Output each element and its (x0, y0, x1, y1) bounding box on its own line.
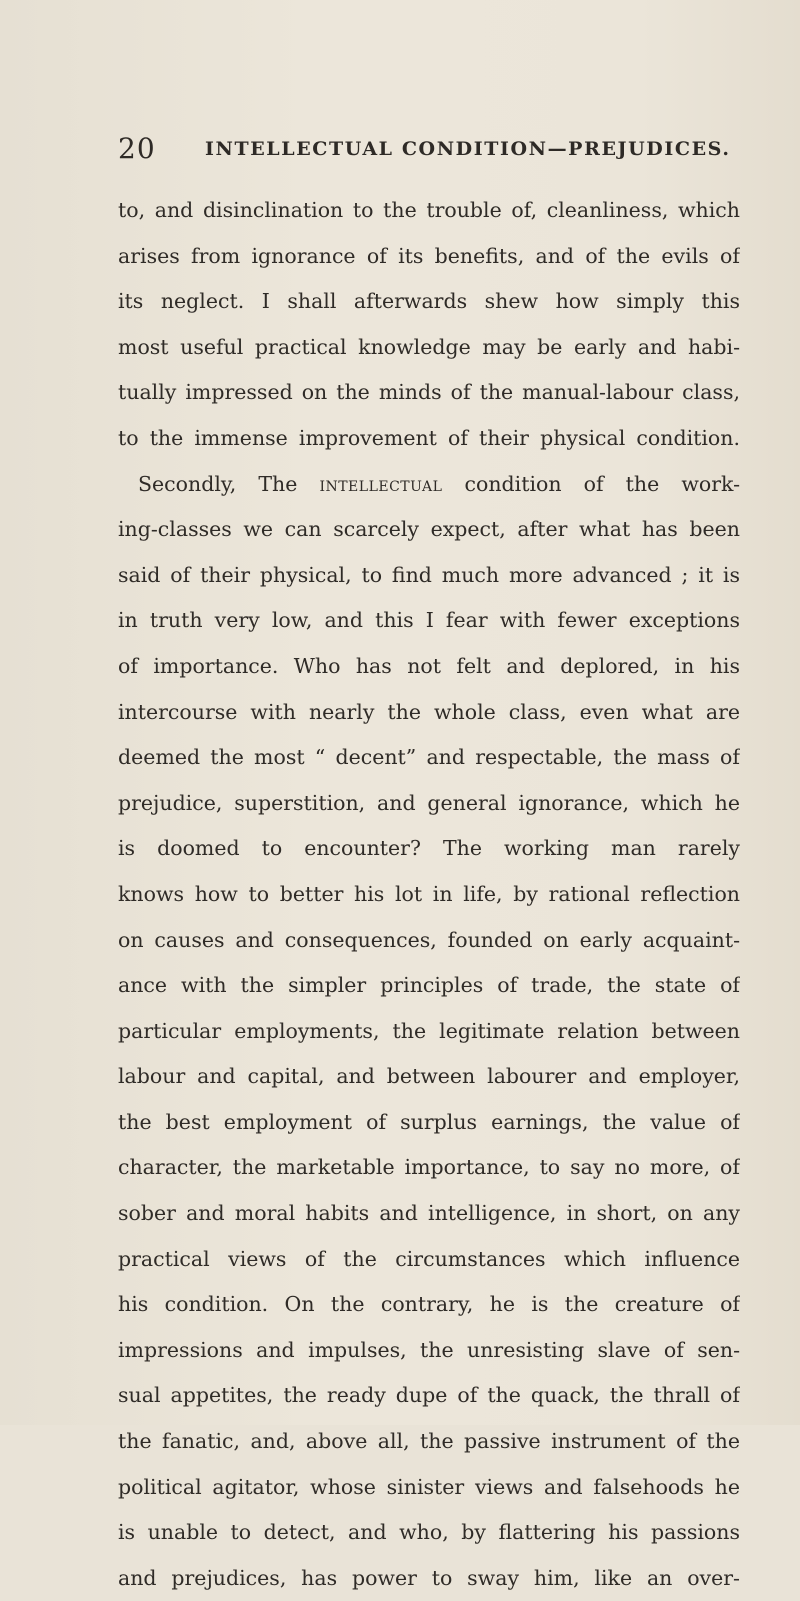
text-line: most useful practical knowledge may be early and habi- (118, 334, 740, 359)
text-line: ing-classes we can scarcely expect, after what has been (118, 517, 740, 542)
small-caps-term: intellectual (319, 471, 443, 496)
paragraph-start-line (118, 462, 740, 508)
text-line: ance with the simpler principles of trade, the state of (118, 973, 740, 998)
text-line: its neglect. I shall afterwards shew how simply this (118, 289, 740, 314)
text-line: character, the marketable importance, to say no more, of (118, 1155, 740, 1180)
text-line: tually impressed on the minds of the manual-labour class, (118, 380, 740, 405)
text-line: on causes and consequences, founded on early acquaint- (118, 927, 740, 952)
text-line: particular employments, the legitimate relation between (118, 1018, 740, 1043)
text-line: sual appetites, the ready dupe of the quack, the thrall of (118, 1383, 740, 1408)
text-line: and prejudices, has power to sway him, like an over- (118, 1565, 740, 1590)
text-line: deemed the most “ decent” and respectable, the mass of (118, 745, 740, 770)
body-text (118, 188, 740, 1601)
running-head: INTELLECTUAL CONDITION—PREJUDICES. (205, 138, 731, 160)
text-line: impressions and impulses, the unresisting slave of sen- (118, 1337, 740, 1362)
text-line: of importance. Who has not felt and deplored, in his (118, 653, 740, 678)
text-line: arises from ignorance of its benefits, and of the evils of (118, 243, 740, 268)
page-header (118, 132, 738, 176)
text-line: said of their physical, to find much more advanced ; it is (118, 562, 740, 587)
text-line: his condition. On the contrary, he is the creature of (118, 1292, 740, 1317)
text-line: is unable to detect, and who, by flattering his passions (118, 1520, 740, 1545)
text-line: political agitator, whose sinister views and falsehoods he (118, 1474, 740, 1499)
text-line: the fanatic, and, above all, the passive instrument of the (118, 1429, 740, 1454)
text-line: prejudice, superstition, and general ignorance, which he (118, 790, 740, 815)
text-line: in truth very low, and this I fear with fewer exceptions (118, 608, 740, 633)
text-line: knows how to better his lot in life, by rational reflection (118, 881, 740, 906)
text-segment: Secondly, The (138, 471, 320, 496)
text-line: to the immense improvement of their physical condition. (118, 425, 740, 450)
text-line: practical views of the circumstances which influence (118, 1246, 740, 1271)
text-line: the best employment of surplus earnings, the value of (118, 1109, 740, 1134)
page-number: 20 (118, 132, 156, 165)
text-line: is doomed to encounter? The working man rarely (118, 836, 740, 861)
text-line: sober and moral habits and intelligence, in short, on any (118, 1201, 740, 1226)
text-segment: condition of the work- (442, 471, 740, 496)
text-line: intercourse with nearly the whole class, even what are (118, 699, 740, 724)
text-line: to, and disinclination to the trouble of, cleanliness, which (118, 198, 740, 222)
text-line: labour and capital, and between labourer and employer, (118, 1064, 740, 1089)
